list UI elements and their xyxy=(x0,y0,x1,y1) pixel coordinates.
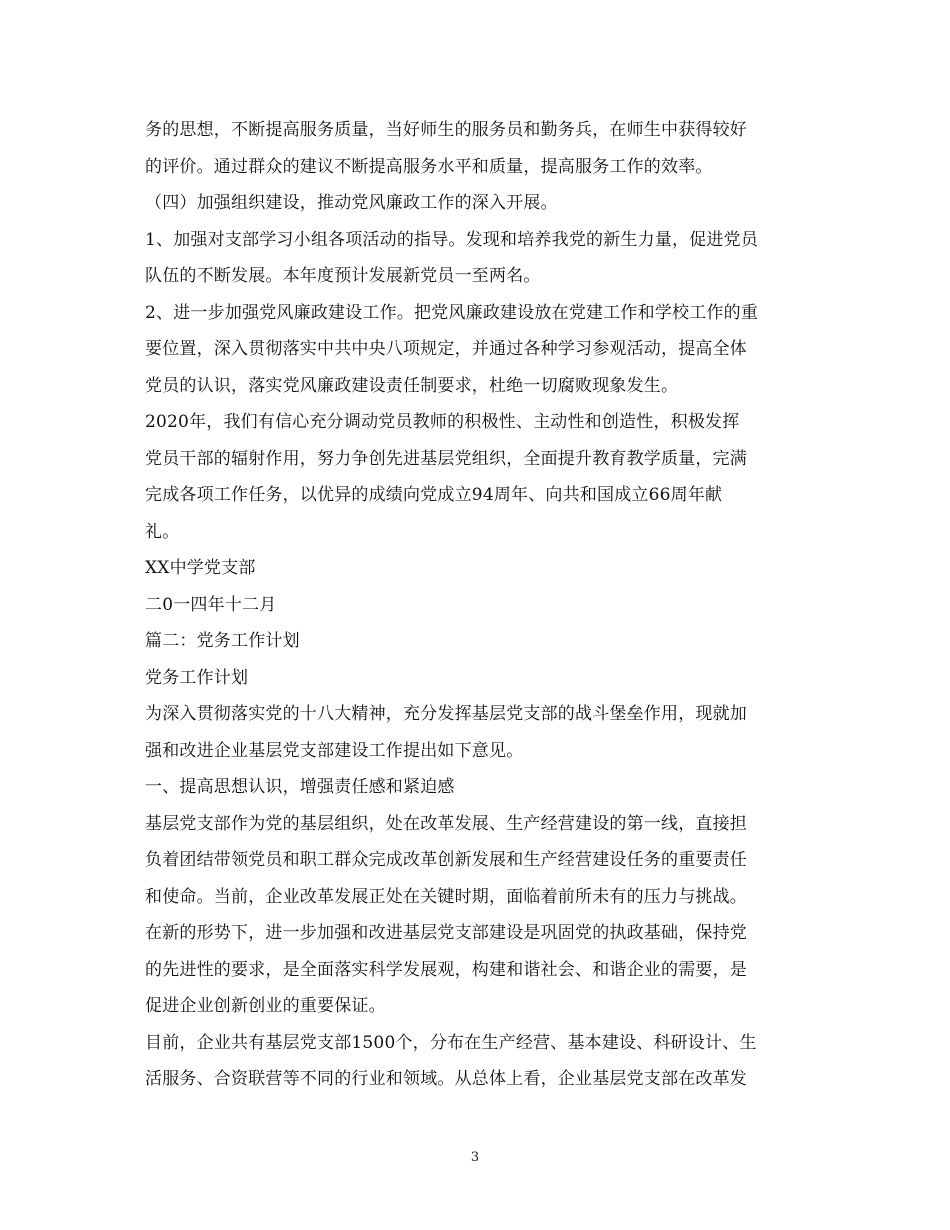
page-number: 3 xyxy=(470,1150,480,1165)
document-body xyxy=(145,117,810,1103)
text-line: 在新的形势下，进一步加强和改进基层党支部建设是巩固党的执政基础，保持党 xyxy=(145,923,747,943)
text-line: 为深入贯彻落实党的十八大精神，充分发挥基层党支部的战斗堡垒作用，现就加 xyxy=(145,704,747,724)
text-line: 礼。 xyxy=(145,521,180,542)
text-line: 负着团结带领党员和职工群众完成改革创新发展和生产经营建设任务的重要责任 xyxy=(145,850,747,870)
text-line: 的评价。通过群众的建议不断提高服务水平和质量，提高服务工作的效率。 xyxy=(145,156,713,177)
text-line: 完成各项工作任务，以优异的成绩向党成立94周年、向共和国成立66周年献 xyxy=(145,485,723,505)
text-line: 2020年，我们有信心充分调动党员教师的积极性、主动性和创造性，积极发挥 xyxy=(145,412,740,432)
text-line: 2、进一步加强党风廉政建设工作。把党风廉政建设放在党建工作和学校工作的重 xyxy=(145,302,759,323)
text-line: 强和改进企业基层党支部建设工作提出如下意见。 xyxy=(145,740,524,761)
text-line: 务的思想，不断提高服务质量，当好师生的服务员和勤务兵，在师生中获得较好 xyxy=(145,120,747,140)
text-line: 1、加强对支部学习小组各项活动的指导。发现和培养我党的新生力量，促进党员 xyxy=(145,229,759,250)
text-line: 目前，企业共有基层党支部1500个，分布在生产经营、基本建设、科研设计、生 xyxy=(145,1032,757,1053)
text-line: 和使命。当前，企业改革发展正处在关键时期，面临着前所未有的压力与挑战。 xyxy=(145,886,747,907)
signature-organization: XX中学党支部 xyxy=(145,558,256,578)
signature-date: 二0一四年十二月 xyxy=(145,594,277,615)
section-heading: 一、提高思想认识，增强责任感和紧迫感 xyxy=(145,777,455,797)
text-line: 要位置，深入贯彻落实中共中央八项规定，并通过各种学习参观活动，提高全体 xyxy=(145,339,747,359)
text-line: 的先进性的要求，是全面落实科学发展观，构建和谐社会、和谐企业的需要，是 xyxy=(145,959,747,980)
text-line: 党员的认识，落实党风廉政建设责任制要求，杜绝一切腐败现象发生。 xyxy=(145,375,679,396)
document-title: 党务工作计划 xyxy=(145,667,249,688)
section-heading: （四）加强组织建设，推动党风廉政工作的深入开展。 xyxy=(145,193,558,213)
chapter-heading: 篇二：党务工作计划 xyxy=(145,631,300,651)
text-line: 队伍的不断发展。本年度预计发展新党员一至两名。 xyxy=(145,266,541,286)
text-line: 党员干部的辐射作用，努力争创先进基层党组织，全面提升教育教学质量，完满 xyxy=(145,448,747,469)
text-line: 基层党支部作为党的基层组织，处在改革发展、生产经营建设的第一线，直接担 xyxy=(145,813,747,834)
text-line: 活服务、合资联营等不同的行业和领域。从总体上看，企业基层党支部在改革发 xyxy=(145,1069,747,1089)
text-line: 促进企业创新创业的重要保证。 xyxy=(145,996,386,1016)
